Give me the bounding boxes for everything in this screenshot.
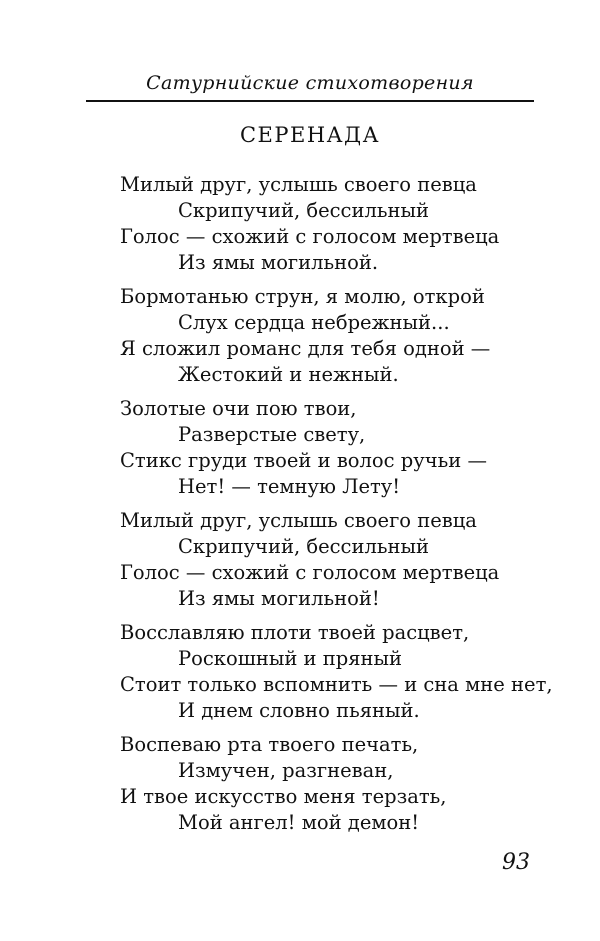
poem-line: Восславляю плоти твоей расцвет, — [120, 621, 470, 644]
stanza-4 — [120, 508, 540, 612]
poem-line: Из ямы могильной! — [178, 587, 380, 610]
poem-line: Золотые очи пою твои, — [120, 397, 357, 420]
poem-line: Из ямы могильной. — [178, 251, 379, 274]
stanza-3 — [120, 396, 540, 500]
poem-line: Милый друг, услышь своего певца — [120, 509, 477, 532]
poem-line: Воспеваю рта твоего печать, — [120, 733, 419, 756]
poem-line: Измучен, разгневан, — [178, 759, 394, 782]
poem-line: Голос — схожий с голосом мертвеца — [120, 225, 500, 248]
poem-line: Разверстые свету, — [178, 423, 366, 446]
poem-line: Слух сердца небрежный... — [178, 311, 450, 334]
poem-line: Стоит только вспомнить — и сна мне нет, — [120, 673, 553, 696]
poem-line: Жестокий и нежный. — [178, 363, 399, 386]
poem-line: Скрипучий, бессильный — [178, 535, 429, 558]
poem-line: Скрипучий, бессильный — [178, 199, 429, 222]
stanza-5 — [120, 620, 553, 724]
poem-line: Мой ангел! мой демон! — [178, 811, 420, 834]
poem-line: Голос — схожий с голосом мертвеца — [120, 561, 500, 584]
poem-line: Роскошный и пряный — [178, 647, 403, 670]
stanza-1 — [120, 172, 540, 276]
poem-line: Милый друг, услышь своего певца — [120, 173, 477, 196]
page-number: 93 — [502, 850, 530, 875]
poem-line: И днем словно пьяный. — [178, 699, 420, 722]
poem-line: Я сложил романс для тебя одной — — [120, 337, 491, 360]
stanza-2 — [120, 284, 540, 388]
poem-line: Бормотанью струн, я молю, открой — [120, 285, 485, 308]
stanza-6 — [120, 732, 540, 836]
header-rule — [86, 100, 534, 102]
poem-line: Стикс груди твоей и волос ручьи — — [120, 449, 487, 472]
poem-line: И твое искусство меня терзать, — [120, 785, 447, 808]
poem-line: Нет! — темную Лету! — [178, 475, 401, 498]
running-header: Сатурнийские стихотворения — [146, 72, 474, 94]
poem-title: СЕРЕНАДА — [239, 123, 381, 147]
